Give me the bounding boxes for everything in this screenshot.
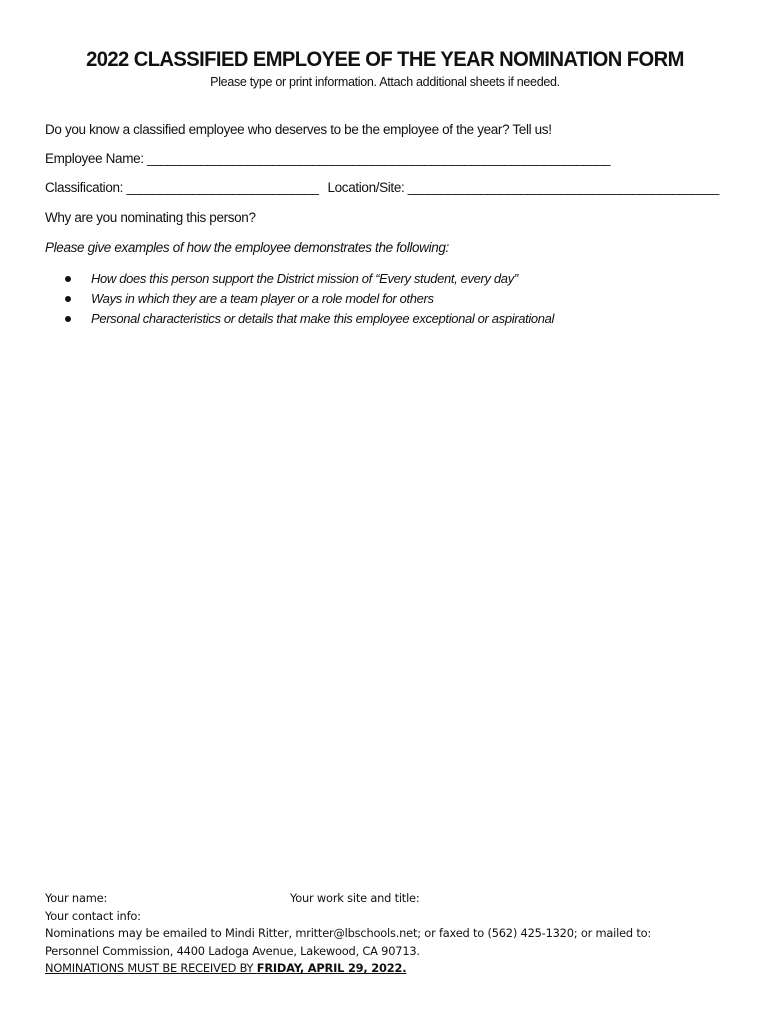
- list-item: [62, 290, 554, 310]
- location-field[interactable]: _______________________________________________: [407, 180, 719, 195]
- employee-name-field[interactable]: ______________________________________________________________________: [147, 151, 610, 166]
- classification-label: Classification:: [45, 180, 124, 195]
- examples-prompt: Please give examples of how the employee demonstrates the following:: [45, 240, 449, 255]
- deadline-prefix: NOMINATIONS MUST BE RECEIVED BY: [45, 961, 257, 976]
- your-name-label: Your name:: [45, 891, 108, 905]
- deadline-date: FRIDAY, APRIL 29, 2022.: [256, 961, 407, 976]
- bullet-icon: [65, 316, 71, 322]
- name-site-row: [45, 890, 651, 908]
- location-label: Location/Site:: [327, 180, 405, 195]
- list-item: [62, 310, 554, 330]
- footer: [45, 890, 651, 978]
- bullet-icon: [65, 276, 71, 282]
- employee-name-label: Employee Name:: [45, 151, 144, 166]
- bullet-icon: [65, 296, 71, 302]
- deadline-notice: [45, 960, 651, 978]
- contact-info-label: Your contact info:: [45, 908, 141, 923]
- employee-name-row: [45, 151, 610, 166]
- submission-instructions: Nominations may be emailed to Mindi Ritter, mritter@lbschools.net; or faxed to (562) 425-1320; or mailed to:: [45, 926, 652, 941]
- criteria-text: How does this person support the District mission of “Every student, every day”: [91, 271, 518, 286]
- list-item: [62, 270, 554, 290]
- why-question: Why are you nominating this person?: [45, 210, 256, 225]
- criteria-text: Ways in which they are a team player or a role model for others: [91, 291, 434, 306]
- mailing-address: Personnel Commission, 4400 Ladoga Avenue, Lakewood, CA 90713.: [45, 943, 420, 958]
- criteria-list: [62, 270, 554, 330]
- intro-question: Do you know a classified employee who deserves to be the employee of the year? Tell us!: [45, 122, 552, 137]
- form-subtitle: Please type or print information. Attach additional sheets if needed.: [210, 75, 560, 89]
- classification-row: [45, 180, 718, 195]
- classification-field[interactable]: _____________________________: [126, 180, 319, 195]
- form-title: 2022 CLASSIFIED EMPLOYEE OF THE YEAR NOMINATION FORM: [86, 48, 684, 71]
- criteria-text: Personal characteristics or details that make this employee exceptional or aspirational: [91, 311, 555, 326]
- work-site-label: Your work site and title:: [290, 891, 420, 905]
